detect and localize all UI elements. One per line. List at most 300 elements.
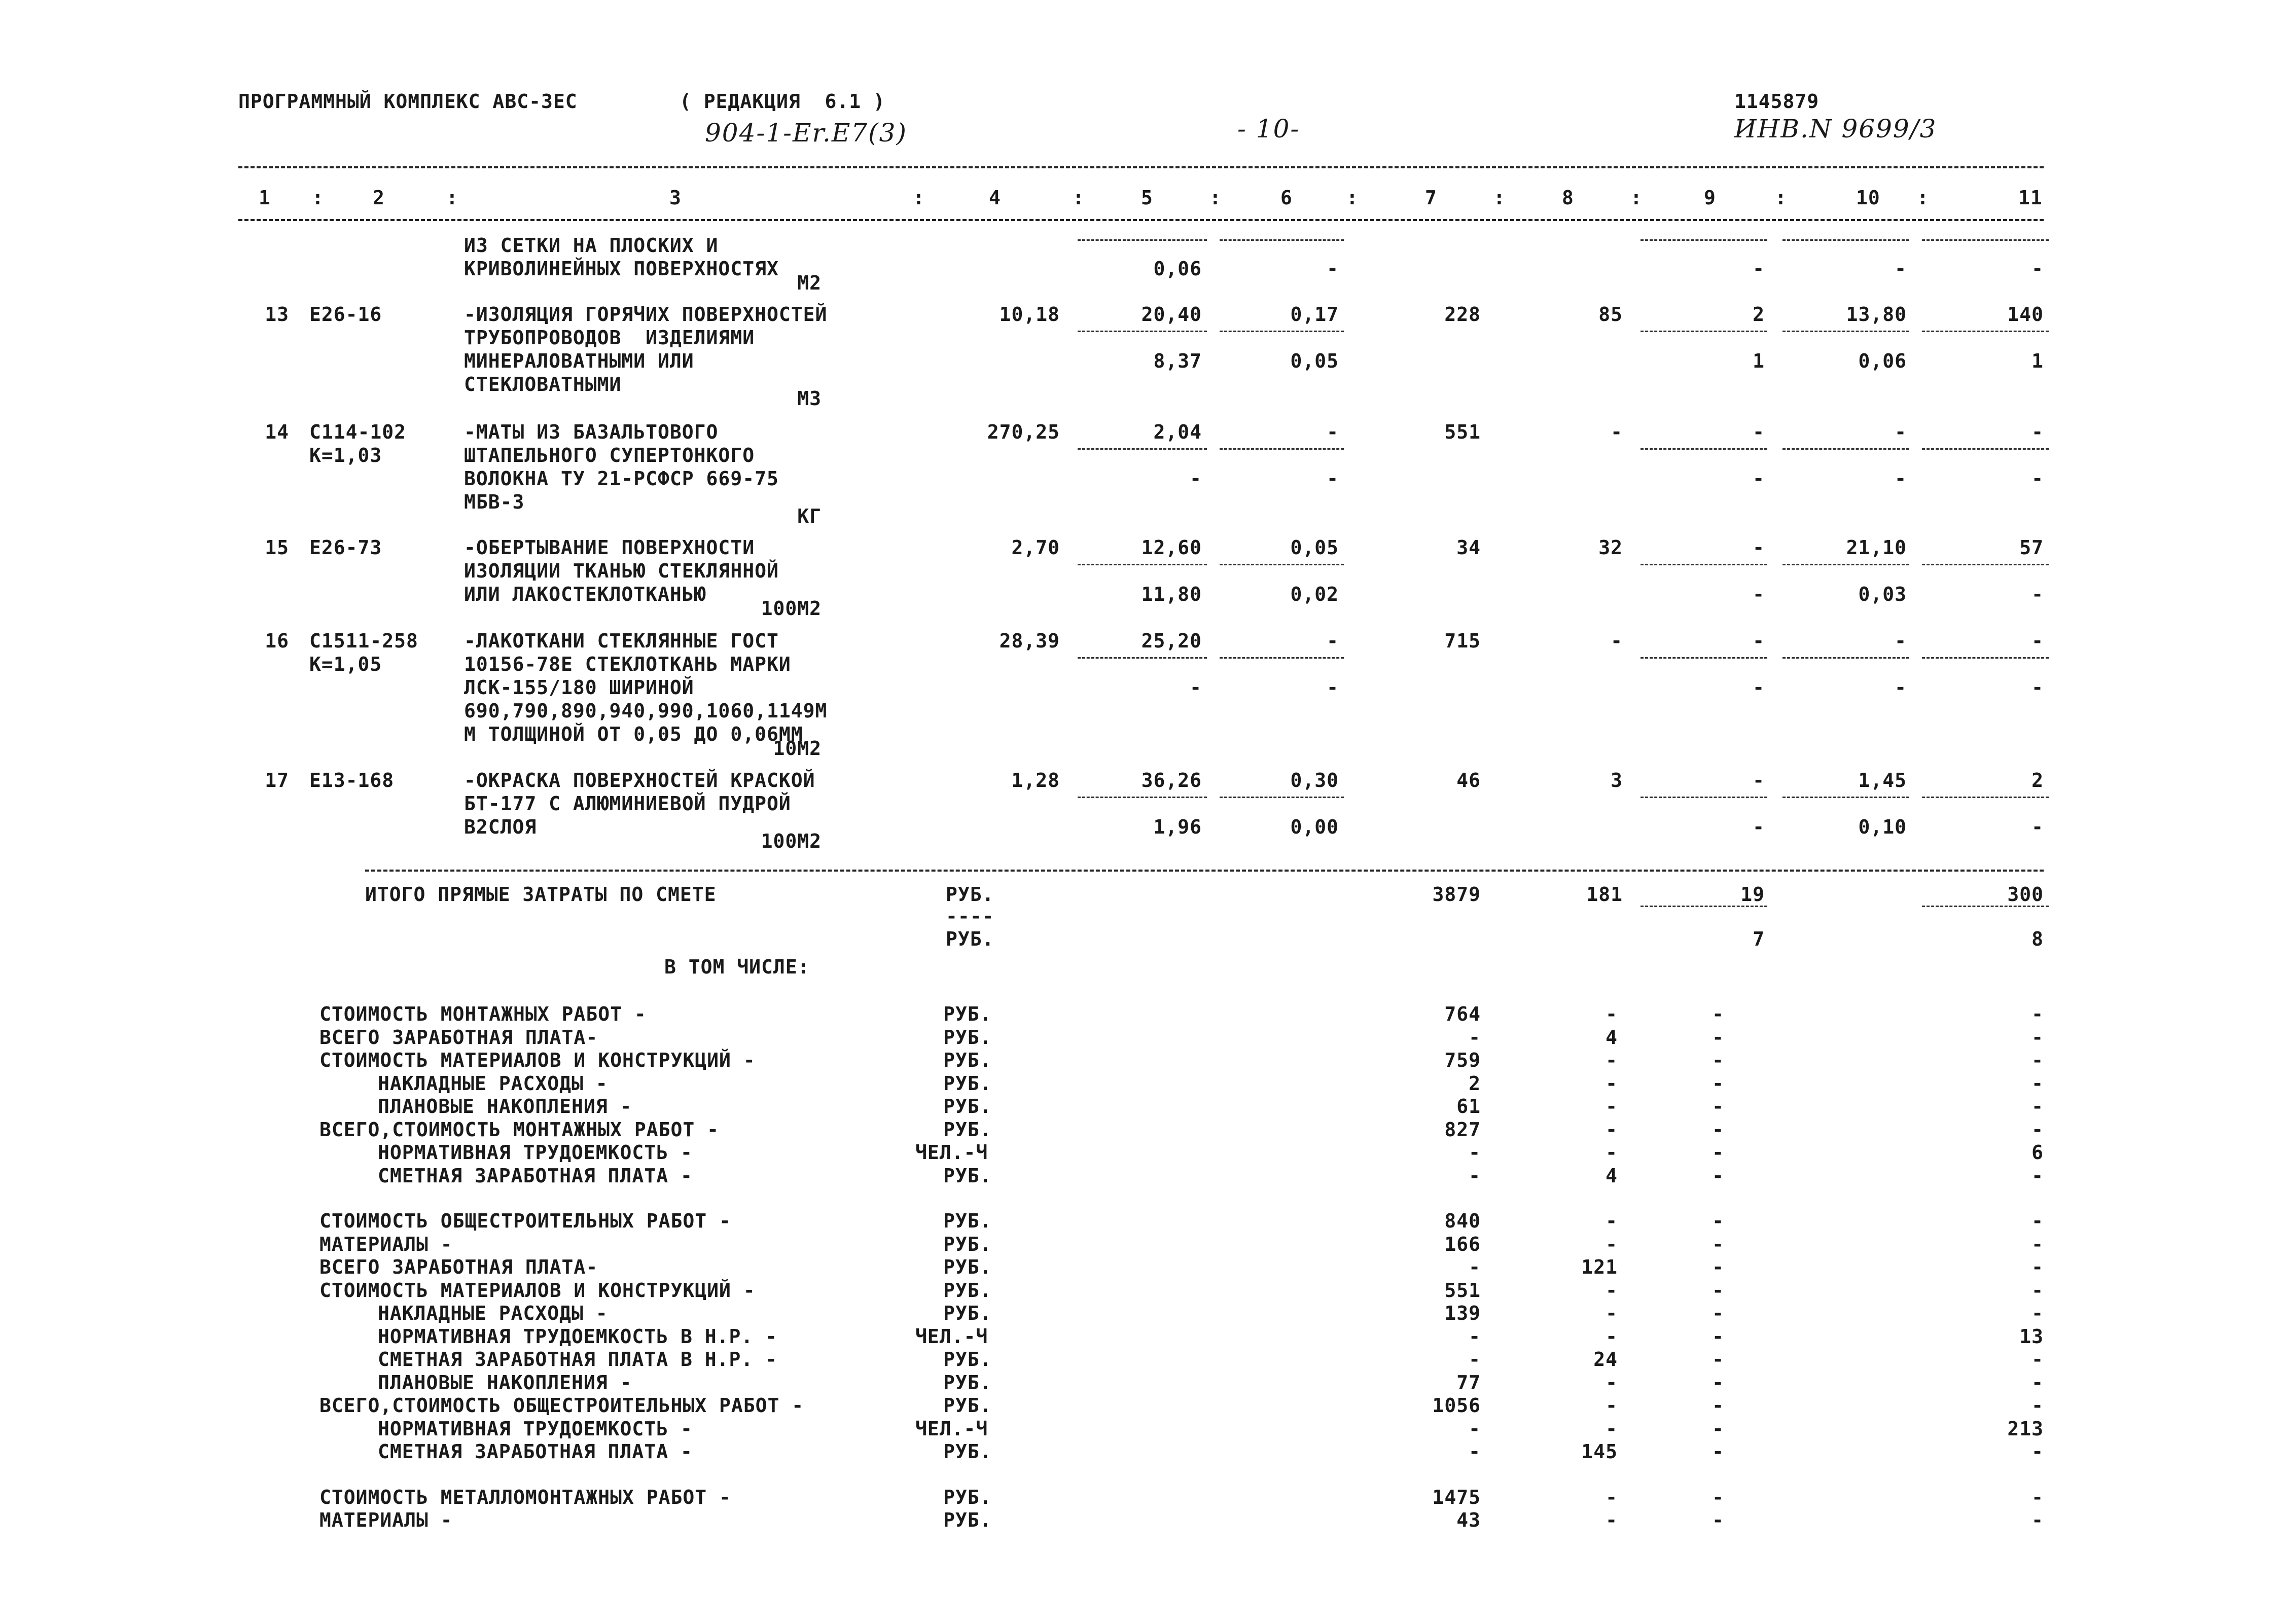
machine-wages: - bbox=[1327, 676, 1339, 699]
cost-subrule bbox=[1220, 797, 1344, 798]
summary-label: НОРМАТИВНАЯ ТРУДОЕМКОСТЬ В Н.Р. - bbox=[378, 1325, 777, 1348]
summary-unit: РУБ. bbox=[943, 1279, 992, 1302]
summary-labour: - bbox=[2031, 1233, 2044, 1255]
labour-total: 57 bbox=[2019, 536, 2044, 559]
summary-unit: РУБ. bbox=[943, 1210, 992, 1232]
header-rule-bottom bbox=[238, 219, 2044, 221]
labour-unit: 13,80 bbox=[1846, 303, 1907, 326]
summary-wages: - bbox=[1606, 1486, 1618, 1508]
item-quantity: 10,18 bbox=[999, 303, 1060, 326]
summary-cost: 551 bbox=[1444, 1279, 1481, 1302]
item-description-line: -ОКРАСКА ПОВЕРХНОСТЕЙ КРАСКОЙ bbox=[464, 769, 815, 791]
cost-subrule bbox=[1922, 239, 2049, 241]
summary-wages: - bbox=[1606, 1095, 1618, 1117]
machine-wages: - bbox=[1327, 467, 1339, 490]
item-description-line: ИЗОЛЯЦИИ ТКАНЬЮ СТЕКЛЯННОЙ bbox=[464, 560, 779, 582]
summary-cost: 840 bbox=[1444, 1210, 1481, 1232]
in-that-number-heading: В ТОМ ЧИСЛЕ: bbox=[664, 956, 810, 978]
item-description-line: 690,790,890,940,990,1060,1149М bbox=[464, 700, 828, 722]
summary-cost: - bbox=[1469, 1026, 1481, 1049]
labour-total-machine: - bbox=[2031, 467, 2044, 490]
summary-cost: 764 bbox=[1444, 1003, 1481, 1025]
machine-total: 2 bbox=[1753, 303, 1765, 326]
summary-label: ВСЕГО,СТОИМОСТЬ МОНТАЖНЫХ РАБОТ - bbox=[319, 1118, 719, 1141]
machine-total-wages: - bbox=[1753, 258, 1765, 280]
summary-wages: - bbox=[1606, 1325, 1618, 1348]
summary-cost: - bbox=[1469, 1141, 1481, 1164]
machine-total-wages: - bbox=[1753, 816, 1765, 838]
machine-wages: - bbox=[1327, 258, 1339, 280]
handwritten-inventory-number: ИНВ.N 9699/3 bbox=[1734, 114, 1937, 143]
summary-unit: ЧЕЛ.-Ч bbox=[915, 1141, 988, 1164]
summary-labour: - bbox=[2031, 1072, 2044, 1095]
summary-labour: - bbox=[2031, 1348, 2044, 1370]
summary-label: СМЕТНАЯ ЗАРАБОТНАЯ ПЛАТА В Н.Р. - bbox=[378, 1348, 777, 1370]
summary-machine: - bbox=[1712, 1141, 1724, 1164]
totals-machine: 19 bbox=[1740, 883, 1765, 906]
item-coefficient: К=1,03 bbox=[309, 444, 382, 466]
total-cost: 46 bbox=[1456, 769, 1481, 791]
summary-cost: - bbox=[1469, 1348, 1481, 1370]
total-cost: 551 bbox=[1444, 421, 1481, 443]
summary-label: ВСЕГО ЗАРАБОТНАЯ ПЛАТА- bbox=[319, 1256, 598, 1278]
summary-label: МАТЕРИАЛЫ - bbox=[319, 1509, 453, 1531]
summary-cost: 77 bbox=[1456, 1371, 1481, 1394]
summary-unit: РУБ. bbox=[943, 1256, 992, 1278]
column-number: 8 bbox=[1562, 187, 1574, 209]
summary-label: ВСЕГО ЗАРАБОТНАЯ ПЛАТА- bbox=[319, 1026, 598, 1049]
summary-machine: - bbox=[1712, 1417, 1724, 1440]
total-wages: 32 bbox=[1598, 536, 1623, 559]
summary-wages: 4 bbox=[1606, 1164, 1618, 1187]
item-description-line: 10156-78Е СТЕКЛОТКАНЬ МАРКИ bbox=[464, 653, 791, 675]
column-separator: : bbox=[1917, 187, 1929, 209]
summary-unit: РУБ. bbox=[943, 1026, 992, 1049]
machine-total-wages: - bbox=[1753, 583, 1765, 605]
item-description-line: МБВ-3 bbox=[464, 491, 525, 513]
cost-subrule bbox=[1220, 657, 1344, 659]
machine-total: - bbox=[1753, 421, 1765, 443]
summary-cost: 43 bbox=[1456, 1509, 1481, 1531]
cost-subrule bbox=[1078, 797, 1207, 798]
cost-subrule bbox=[1641, 448, 1767, 450]
totals-unit-separator: ---- bbox=[946, 905, 994, 927]
summary-label: СТОИМОСТЬ МАТЕРИАЛОВ И КОНСТРУКЦИЙ - bbox=[319, 1049, 756, 1071]
summary-cost: 1056 bbox=[1432, 1394, 1481, 1417]
summary-unit: РУБ. bbox=[943, 1371, 992, 1394]
summary-labour: 13 bbox=[2019, 1325, 2044, 1348]
column-separator: : bbox=[1775, 187, 1787, 209]
item-description-line: -ЛАКОТКАНИ СТЕКЛЯННЫЕ ГОСТ bbox=[464, 630, 779, 652]
cost-subrule bbox=[1641, 797, 1767, 798]
totals-unit: РУБ. bbox=[946, 883, 994, 906]
cost-subrule bbox=[1782, 448, 1909, 450]
summary-labour: - bbox=[2031, 1509, 2044, 1531]
summary-labour: - bbox=[2031, 1302, 2044, 1324]
item-code: С1511-258 bbox=[309, 630, 418, 652]
unit-cost-total: 36,26 bbox=[1141, 769, 1202, 791]
total-cost: 228 bbox=[1444, 303, 1481, 326]
header-rule-top bbox=[238, 166, 2044, 168]
item-code: С114-102 bbox=[309, 421, 407, 443]
labour-unit-machine: 0,10 bbox=[1858, 816, 1907, 838]
summary-machine: - bbox=[1712, 1118, 1724, 1141]
summary-unit: РУБ. bbox=[943, 1509, 992, 1531]
summary-machine: - bbox=[1712, 1325, 1724, 1348]
summary-labour: - bbox=[2031, 1164, 2044, 1187]
item-description-line: БТ-177 С АЛЮМИНИЕВОЙ ПУДРОЙ bbox=[464, 792, 791, 815]
total-wages: - bbox=[1611, 421, 1623, 443]
summary-wages: - bbox=[1606, 1394, 1618, 1417]
summary-wages: 4 bbox=[1606, 1026, 1618, 1049]
summary-cost: 139 bbox=[1444, 1302, 1481, 1324]
summary-machine: - bbox=[1712, 1348, 1724, 1370]
item-unit: 10М2 bbox=[773, 737, 822, 760]
summary-wages: - bbox=[1606, 1302, 1618, 1324]
column-separator: : bbox=[312, 187, 324, 209]
item-quantity: 1,28 bbox=[1011, 769, 1060, 791]
item-code: Е26-73 bbox=[309, 536, 382, 559]
summary-cost: 61 bbox=[1456, 1095, 1481, 1117]
machine-cost: - bbox=[1327, 630, 1339, 652]
summary-labour: - bbox=[2031, 1371, 2044, 1394]
summary-label: НАКЛАДНЫЕ РАСХОДЫ - bbox=[378, 1072, 608, 1095]
edition-label: ( РЕДАКЦИЯ 6.1 ) bbox=[680, 90, 885, 113]
unit-cost-total: 2,04 bbox=[1153, 421, 1202, 443]
item-description-line: ИЗ СЕТКИ НА ПЛОСКИХ И bbox=[464, 234, 719, 257]
item-unit: М3 bbox=[797, 387, 822, 410]
summary-wages: - bbox=[1606, 1417, 1618, 1440]
summary-labour: - bbox=[2031, 1394, 2044, 1417]
summary-machine: - bbox=[1712, 1210, 1724, 1232]
labour-unit-machine: - bbox=[1895, 467, 1907, 490]
summary-unit: РУБ. bbox=[943, 1118, 992, 1141]
item-description-line: М ТОЛЩИНОЙ ОТ 0,05 ДО 0,06ММ bbox=[464, 723, 803, 745]
totals-unit: РУБ. bbox=[946, 928, 994, 950]
summary-labour: - bbox=[2031, 1095, 2044, 1117]
labour-unit-machine: 0,06 bbox=[1858, 350, 1907, 372]
total-wages: 3 bbox=[1611, 769, 1623, 791]
column-separator: : bbox=[1630, 187, 1643, 209]
summary-label: СТОИМОСТЬ ОБЩЕСТРОИТЕЛЬНЫХ РАБОТ - bbox=[319, 1210, 731, 1232]
column-separator: : bbox=[1346, 187, 1359, 209]
item-unit: М2 bbox=[797, 272, 822, 294]
summary-labour: 213 bbox=[2007, 1417, 2044, 1440]
summary-cost: 827 bbox=[1444, 1118, 1481, 1141]
item-quantity: 270,25 bbox=[987, 421, 1060, 443]
column-separator: : bbox=[1493, 187, 1506, 209]
summary-unit: РУБ. bbox=[943, 1348, 992, 1370]
summary-labour: - bbox=[2031, 1256, 2044, 1278]
cost-subrule bbox=[1078, 564, 1207, 565]
summary-unit: РУБ. bbox=[943, 1394, 992, 1417]
totals-label: ИТОГО ПРЯМЫЕ ЗАТРАТЫ ПО СМЕТЕ bbox=[365, 883, 717, 906]
cost-subrule bbox=[1782, 239, 1909, 241]
summary-wages: 121 bbox=[1581, 1256, 1618, 1278]
summary-labour: - bbox=[2031, 1279, 2044, 1302]
column-number: 9 bbox=[1704, 187, 1716, 209]
totals-wages: 181 bbox=[1586, 883, 1623, 906]
item-description-line: ИЛИ ЛАКОСТЕКЛОТКАНЬЮ bbox=[464, 583, 706, 605]
summary-unit: РУБ. bbox=[943, 1164, 992, 1187]
column-separator: : bbox=[1073, 187, 1085, 209]
cost-subrule bbox=[1220, 448, 1344, 450]
labour-total-machine: - bbox=[2031, 258, 2044, 280]
column-number: 4 bbox=[989, 187, 1001, 209]
cost-subrule bbox=[1782, 564, 1909, 565]
summary-label: ПЛАНОВЫЕ НАКОПЛЕНИЯ - bbox=[378, 1371, 632, 1394]
machine-total-wages: 1 bbox=[1753, 350, 1765, 372]
cost-subrule bbox=[1922, 657, 2049, 659]
machine-cost: 0,30 bbox=[1290, 769, 1339, 791]
column-separator: : bbox=[446, 187, 458, 209]
cost-subrule bbox=[1220, 239, 1344, 241]
cost-subrule bbox=[1078, 448, 1207, 450]
summary-unit: ЧЕЛ.-Ч bbox=[915, 1417, 988, 1440]
unit-cost-wages: - bbox=[1190, 467, 1202, 490]
machine-total-wages: - bbox=[1753, 676, 1765, 699]
item-quantity: 2,70 bbox=[1011, 536, 1060, 559]
summary-cost: 2 bbox=[1469, 1072, 1481, 1095]
totals-machine-wages: 7 bbox=[1753, 928, 1765, 950]
totals-labour-machine: 8 bbox=[2031, 928, 2044, 950]
column-number: 6 bbox=[1280, 187, 1293, 209]
summary-cost: - bbox=[1469, 1256, 1481, 1278]
summary-machine: - bbox=[1712, 1394, 1724, 1417]
item-description-line: -МАТЫ ИЗ БАЗАЛЬТОВОГО bbox=[464, 421, 719, 443]
labour-unit-machine: - bbox=[1895, 676, 1907, 699]
summary-wages: - bbox=[1606, 1003, 1618, 1025]
total-wages: - bbox=[1611, 630, 1623, 652]
cost-subrule bbox=[1922, 331, 2049, 332]
item-description-line: ТРУБОПРОВОДОВ ИЗДЕЛИЯМИ bbox=[464, 327, 755, 349]
unit-cost-wages: 0,06 bbox=[1153, 258, 1202, 280]
summary-labour: 6 bbox=[2031, 1141, 2044, 1164]
total-cost: 715 bbox=[1444, 630, 1481, 652]
machine-total-wages: - bbox=[1753, 467, 1765, 490]
labour-unit: 1,45 bbox=[1858, 769, 1907, 791]
summary-machine: - bbox=[1712, 1026, 1724, 1049]
summary-machine: - bbox=[1712, 1072, 1724, 1095]
summary-cost: - bbox=[1469, 1164, 1481, 1187]
summary-label: НАКЛАДНЫЕ РАСХОДЫ - bbox=[378, 1302, 608, 1324]
unit-cost-wages: - bbox=[1190, 676, 1202, 699]
summary-unit: РУБ. bbox=[943, 1440, 992, 1463]
summary-labour: - bbox=[2031, 1118, 2044, 1141]
labour-total: - bbox=[2031, 421, 2044, 443]
summary-wages: - bbox=[1606, 1509, 1618, 1531]
summary-machine: - bbox=[1712, 1164, 1724, 1187]
cost-subrule bbox=[1078, 239, 1207, 241]
totals-rule bbox=[365, 870, 2044, 872]
summary-label: СТОИМОСТЬ МАТЕРИАЛОВ И КОНСТРУКЦИЙ - bbox=[319, 1279, 756, 1302]
summary-cost: 759 bbox=[1444, 1049, 1481, 1071]
summary-label: СМЕТНАЯ ЗАРАБОТНАЯ ПЛАТА - bbox=[378, 1164, 693, 1187]
summary-wages: - bbox=[1606, 1049, 1618, 1071]
summary-cost: 1475 bbox=[1432, 1486, 1481, 1508]
summary-label: СТОИМОСТЬ МОНТАЖНЫХ РАБОТ - bbox=[319, 1003, 647, 1025]
labour-total: 2 bbox=[2031, 769, 2044, 791]
summary-labour: - bbox=[2031, 1210, 2044, 1232]
summary-unit: РУБ. bbox=[943, 1486, 992, 1508]
machine-wages: 0,02 bbox=[1290, 583, 1339, 605]
summary-unit: РУБ. bbox=[943, 1095, 992, 1117]
cost-subrule bbox=[1641, 657, 1767, 659]
summary-cost: - bbox=[1469, 1440, 1481, 1463]
summary-cost: 166 bbox=[1444, 1233, 1481, 1255]
item-number: 13 bbox=[265, 303, 289, 326]
unit-cost-wages: 11,80 bbox=[1141, 583, 1202, 605]
summary-wages: - bbox=[1606, 1279, 1618, 1302]
summary-wages: - bbox=[1606, 1233, 1618, 1255]
summary-label: ПЛАНОВЫЕ НАКОПЛЕНИЯ - bbox=[378, 1095, 632, 1117]
item-unit: КГ bbox=[797, 505, 822, 527]
summary-wages: - bbox=[1606, 1141, 1618, 1164]
totals-cost: 3879 bbox=[1432, 883, 1481, 906]
cost-subrule bbox=[1641, 239, 1767, 241]
cost-subrule bbox=[1922, 564, 2049, 565]
column-number: 2 bbox=[373, 187, 385, 209]
machine-total: - bbox=[1753, 769, 1765, 791]
summary-unit: РУБ. bbox=[943, 1003, 992, 1025]
summary-machine: - bbox=[1712, 1279, 1724, 1302]
program-name: ПРОГРАММНЫЙ КОМПЛЕКС АВС-3ЕС bbox=[238, 90, 578, 113]
item-unit: 100М2 bbox=[761, 830, 822, 852]
summary-machine: - bbox=[1712, 1003, 1724, 1025]
summary-label: НОРМАТИВНАЯ ТРУДОЕМКОСТЬ - bbox=[378, 1417, 693, 1440]
labour-total-machine: - bbox=[2031, 816, 2044, 838]
labour-total-machine: - bbox=[2031, 583, 2044, 605]
summary-cost: - bbox=[1469, 1325, 1481, 1348]
summary-wages: - bbox=[1606, 1210, 1618, 1232]
summary-machine: - bbox=[1712, 1371, 1724, 1394]
item-description-line: КРИВОЛИНЕЙНЫХ ПОВЕРХНОСТЯХ bbox=[464, 258, 779, 280]
cost-subrule bbox=[1922, 797, 2049, 798]
labour-unit: 21,10 bbox=[1846, 536, 1907, 559]
machine-total: - bbox=[1753, 630, 1765, 652]
summary-wages: - bbox=[1606, 1118, 1618, 1141]
machine-wages: 0,05 bbox=[1290, 350, 1339, 372]
document-code: 1145879 bbox=[1734, 90, 1820, 113]
machine-cost: 0,17 bbox=[1290, 303, 1339, 326]
summary-labour: - bbox=[2031, 1049, 2044, 1071]
cost-subrule bbox=[1782, 331, 1909, 332]
summary-machine: - bbox=[1712, 1486, 1724, 1508]
summary-labour: - bbox=[2031, 1003, 2044, 1025]
column-number: 10 bbox=[1856, 187, 1880, 209]
totals-subrule bbox=[1641, 906, 1767, 907]
unit-cost-wages: 8,37 bbox=[1153, 350, 1202, 372]
item-description-line: ШТАПЕЛЬНОГО СУПЕРТОНКОГО bbox=[464, 444, 755, 466]
page-number: - 10- bbox=[1237, 114, 1300, 143]
totals-labour: 300 bbox=[2007, 883, 2044, 906]
summary-unit: РУБ. bbox=[943, 1233, 992, 1255]
item-description-line: СТЕКЛОВАТНЫМИ bbox=[464, 373, 622, 395]
item-description-line: -ИЗОЛЯЦИЯ ГОРЯЧИХ ПОВЕРХНОСТЕЙ bbox=[464, 303, 828, 326]
item-description-line: ВОЛОКНА ТУ 21-РСФСР 669-75 bbox=[464, 467, 779, 490]
labour-total-machine: 1 bbox=[2031, 350, 2044, 372]
unit-cost-total: 25,20 bbox=[1141, 630, 1202, 652]
summary-label: ВСЕГО,СТОИМОСТЬ ОБЩЕСТРОИТЕЛЬНЫХ РАБОТ - bbox=[319, 1394, 804, 1417]
machine-cost: 0,05 bbox=[1290, 536, 1339, 559]
column-number: 11 bbox=[2018, 187, 2043, 209]
cost-subrule bbox=[1782, 657, 1909, 659]
machine-wages: 0,00 bbox=[1290, 816, 1339, 838]
handwritten-doc-number: 904-1-Er.E7(3) bbox=[705, 118, 907, 148]
unit-cost-total: 12,60 bbox=[1141, 536, 1202, 559]
summary-wages: 145 bbox=[1581, 1440, 1618, 1463]
summary-labour: - bbox=[2031, 1440, 2044, 1463]
item-description-line: МИНЕРАЛОВАТНЫМИ ИЛИ bbox=[464, 350, 694, 372]
summary-machine: - bbox=[1712, 1440, 1724, 1463]
item-quantity: 28,39 bbox=[999, 630, 1060, 652]
summary-unit: РУБ. bbox=[943, 1049, 992, 1071]
item-description-line: В2СЛОЯ bbox=[464, 816, 537, 838]
summary-cost: - bbox=[1469, 1417, 1481, 1440]
summary-wages: - bbox=[1606, 1371, 1618, 1394]
labour-unit: - bbox=[1895, 630, 1907, 652]
labour-total: - bbox=[2031, 630, 2044, 652]
cost-subrule bbox=[1220, 564, 1344, 565]
item-description-line: -ОБЕРТЫВАНИЕ ПОВЕРХНОСТИ bbox=[464, 536, 755, 559]
summary-wages: - bbox=[1606, 1072, 1618, 1095]
labour-total-machine: - bbox=[2031, 676, 2044, 699]
unit-cost-total: 20,40 bbox=[1141, 303, 1202, 326]
item-unit: 100М2 bbox=[761, 597, 822, 620]
summary-label: МАТЕРИАЛЫ - bbox=[319, 1233, 453, 1255]
cost-subrule bbox=[1220, 331, 1344, 332]
item-number: 14 bbox=[265, 421, 289, 443]
summary-labour: - bbox=[2031, 1026, 2044, 1049]
labour-total: 140 bbox=[2007, 303, 2044, 326]
summary-unit: ЧЕЛ.-Ч bbox=[915, 1325, 988, 1348]
summary-wages: 24 bbox=[1593, 1348, 1618, 1370]
machine-cost: - bbox=[1327, 421, 1339, 443]
summary-unit: РУБ. bbox=[943, 1302, 992, 1324]
labour-unit: - bbox=[1895, 421, 1907, 443]
column-separator: : bbox=[1209, 187, 1222, 209]
column-number: 3 bbox=[669, 187, 682, 209]
summary-label: СТОИМОСТЬ МЕТАЛЛОМОНТАЖНЫХ РАБОТ - bbox=[319, 1486, 731, 1508]
machine-total: - bbox=[1753, 536, 1765, 559]
totals-subrule bbox=[1922, 906, 2049, 907]
summary-unit: РУБ. bbox=[943, 1072, 992, 1095]
summary-label: СМЕТНАЯ ЗАРАБОТНАЯ ПЛАТА - bbox=[378, 1440, 693, 1463]
cost-subrule bbox=[1922, 448, 2049, 450]
column-number: 7 bbox=[1425, 187, 1437, 209]
item-number: 15 bbox=[265, 536, 289, 559]
summary-machine: - bbox=[1712, 1233, 1724, 1255]
summary-machine: - bbox=[1712, 1049, 1724, 1071]
cost-subrule bbox=[1078, 331, 1207, 332]
labour-unit-machine: 0,03 bbox=[1858, 583, 1907, 605]
item-code: Е13-168 bbox=[309, 769, 395, 791]
summary-machine: - bbox=[1712, 1509, 1724, 1531]
unit-cost-wages: 1,96 bbox=[1153, 816, 1202, 838]
total-cost: 34 bbox=[1456, 536, 1481, 559]
labour-unit-machine: - bbox=[1895, 258, 1907, 280]
column-separator: : bbox=[913, 187, 925, 209]
summary-labour: - bbox=[2031, 1486, 2044, 1508]
item-number: 16 bbox=[265, 630, 289, 652]
cost-subrule bbox=[1782, 797, 1909, 798]
cost-subrule bbox=[1078, 657, 1207, 659]
item-code: Е26-16 bbox=[309, 303, 382, 326]
item-number: 17 bbox=[265, 769, 289, 791]
summary-label: НОРМАТИВНАЯ ТРУДОЕМКОСТЬ - bbox=[378, 1141, 693, 1164]
item-description-line: ЛСК-155/180 ШИРИНОЙ bbox=[464, 676, 694, 699]
column-number: 5 bbox=[1141, 187, 1153, 209]
